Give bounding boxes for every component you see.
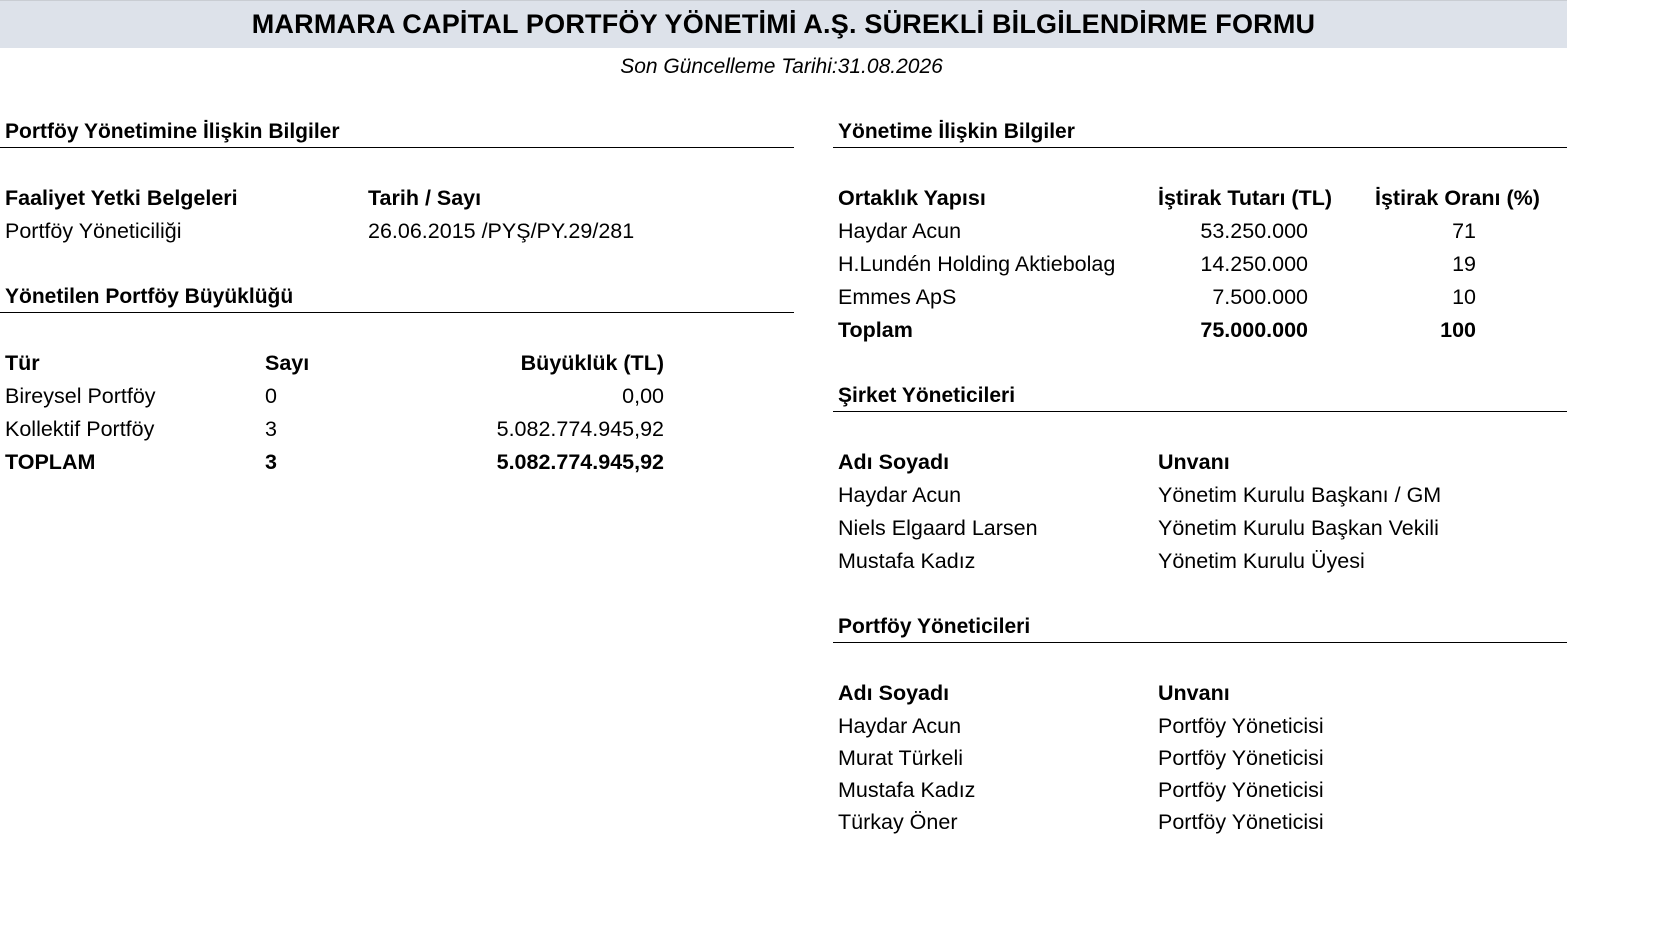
portfolio-manager-title: Portföy Yöneticisi	[1158, 746, 1324, 770]
share-amount: 14.250.000	[1200, 252, 1308, 276]
portfolio-total-label: TOPLAM	[5, 450, 96, 474]
executive-title: Yönetim Kurulu Başkanı / GM	[1158, 483, 1442, 507]
section-title-managed-portfolio-size: Yönetilen Portföy Büyüklüğü	[5, 285, 294, 308]
share-amount: 7.500.000	[1212, 285, 1308, 309]
column-header-type: Tür	[5, 351, 40, 375]
section-divider	[833, 411, 1567, 412]
portfolio-count: 3	[265, 417, 277, 441]
section-divider	[0, 147, 794, 148]
column-header-share-amount: İştirak Tutarı (TL)	[1158, 186, 1333, 210]
section-divider	[833, 147, 1567, 148]
share-ratio: 19	[1452, 252, 1476, 276]
shareholder-total-label: Toplam	[838, 318, 913, 342]
section-divider	[833, 642, 1567, 643]
executive-name: Haydar Acun	[838, 483, 962, 507]
shareholder-name: H.Lundén Holding Aktiebolag	[838, 252, 1116, 276]
portfolio-manager-title: Portföy Yöneticisi	[1158, 778, 1324, 802]
column-header-size: Büyüklük (TL)	[520, 351, 664, 375]
column-header-name: Adı Soyadı	[838, 681, 950, 705]
portfolio-total-count: 3	[265, 450, 277, 474]
column-header-name: Adı Soyadı	[838, 450, 950, 474]
portfolio-total-size: 5.082.774.945,92	[496, 450, 664, 474]
section-title-portfolio-management: Portföy Yönetimine İlişkin Bilgiler	[5, 120, 340, 143]
section-divider	[0, 312, 794, 313]
section-title-management-info: Yönetime İlişkin Bilgiler	[838, 120, 1075, 143]
executive-name: Niels Elgaard Larsen	[838, 516, 1038, 540]
share-ratio: 10	[1452, 285, 1476, 309]
portfolio-manager-name: Türkay Öner	[838, 810, 958, 834]
executive-title: Yönetim Kurulu Başkan Vekili	[1158, 516, 1439, 540]
portfolio-manager-name: Mustafa Kadız	[838, 778, 976, 802]
portfolio-size: 0,00	[622, 384, 664, 408]
column-header-title: Unvanı	[1158, 450, 1230, 474]
license-date-number: 26.06.2015 /PYŞ/PY.29/281	[368, 219, 635, 243]
license-type: Portföy Yöneticiliği	[5, 219, 182, 243]
portfolio-manager-name: Murat Türkeli	[838, 746, 964, 770]
portfolio-size: 5.082.774.945,92	[496, 417, 664, 441]
portfolio-count: 0	[265, 384, 277, 408]
share-amount: 53.250.000	[1200, 219, 1308, 243]
column-header-shareholder: Ortaklık Yapısı	[838, 186, 986, 210]
shareholder-name: Haydar Acun	[838, 219, 962, 243]
form-title: MARMARA CAPİTAL PORTFÖY YÖNETİMİ A.Ş. SÜREKLİ BİLGİLENDİRME FORMU	[251, 9, 1316, 39]
share-total-ratio: 100	[1440, 318, 1476, 342]
column-header-license: Faaliyet Yetki Belgeleri	[5, 186, 238, 210]
portfolio-manager-title: Portföy Yöneticisi	[1158, 810, 1324, 834]
portfolio-type: Kollektif Portföy	[5, 417, 155, 441]
share-total-amount: 75.000.000	[1200, 318, 1308, 342]
column-header-count: Sayı	[265, 351, 310, 375]
portfolio-manager-name: Haydar Acun	[838, 714, 962, 738]
column-header-date-number: Tarih / Sayı	[368, 186, 482, 210]
executive-name: Mustafa Kadız	[838, 549, 976, 573]
last-update-date: Son Güncelleme Tarihi:31.08.2026	[620, 55, 943, 78]
portfolio-manager-title: Portföy Yöneticisi	[1158, 714, 1324, 738]
column-header-title: Unvanı	[1158, 681, 1230, 705]
section-title-portfolio-managers: Portföy Yöneticileri	[838, 615, 1031, 638]
shareholder-name: Emmes ApS	[838, 285, 957, 309]
section-title-company-executives: Şirket Yöneticileri	[838, 384, 1016, 407]
executive-title: Yönetim Kurulu Üyesi	[1158, 549, 1365, 573]
portfolio-type: Bireysel Portföy	[5, 384, 156, 408]
share-ratio: 71	[1452, 219, 1476, 243]
form-title-bar	[0, 0, 1567, 48]
column-header-share-ratio: İştirak Oranı (%)	[1375, 186, 1540, 210]
